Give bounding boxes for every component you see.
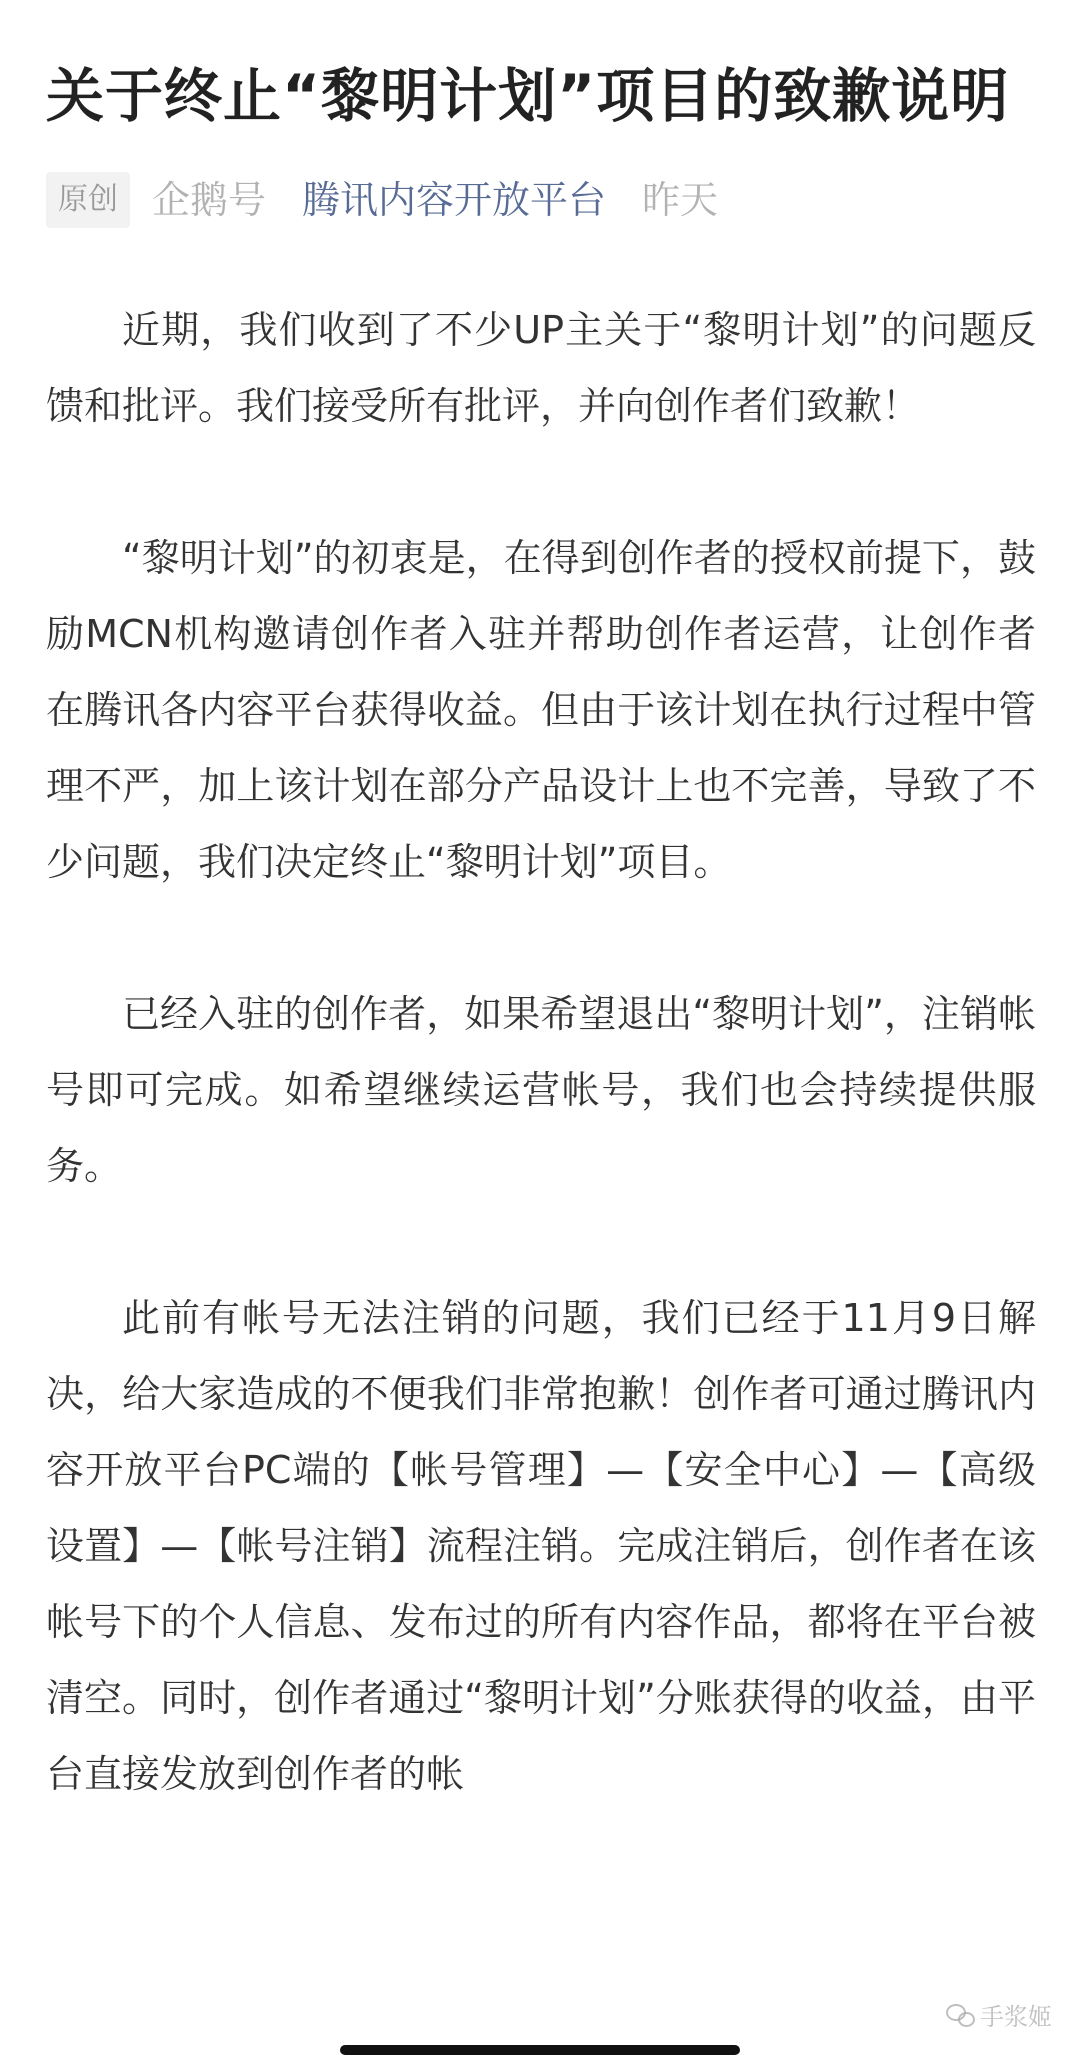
original-badge: 原创 bbox=[46, 172, 130, 228]
publish-time: 昨天 bbox=[642, 178, 719, 222]
wechat-icon bbox=[946, 2004, 974, 2026]
watermark-text: 手浆姬 bbox=[980, 2003, 1052, 2031]
article-title: 关于终止“黎明计划”项目的致歉说明 bbox=[46, 62, 1010, 130]
account-type-label: 企鹅号 bbox=[152, 178, 267, 222]
paragraph-4: 此前有帐号无法注销的问题，我们已经于11月9日解决，给大家造成的不便我们非常抱歉！创作者可通过腾讯内容开放平台PC端的【帐号管理】—【安全中心】—【高级设置】—【帐号注销】流程注销。完成注销后，创作者在该帐号下的个人信息、发布过的所有内容作品，都将在平台被清空。同时，创作者通过“黎明计划”分账获得的收益，由平台直接发放到创作者的帐 bbox=[46, 1296, 1036, 1796]
author-link[interactable]: 腾讯内容开放平台 bbox=[302, 178, 607, 222]
article-meta bbox=[46, 172, 1036, 228]
paragraph-1: 近期，我们收到了不少UP主关于“黎明计划”的问题反馈和批评。我们接受所有批评，并向创作者们致歉！ bbox=[46, 308, 1036, 428]
paragraph-3: 已经入驻的创作者，如果希望退出“黎明计划”，注销帐号即可完成。如希望继续运营帐号，我们也会持续提供服务。 bbox=[46, 992, 1036, 1188]
article-content bbox=[46, 292, 1036, 1812]
home-indicator[interactable] bbox=[340, 2045, 740, 2055]
watermark bbox=[946, 1997, 1052, 2032]
paragraph-2: “黎明计划”的初衷是，在得到创作者的授权前提下，鼓励MCN机构邀请创作者入驻并帮助创作者运营，让创作者在腾讯各内容平台获得收益。但由于该计划在执行过程中管理不严，加上该计划在部分产品设计上也不完善，导致了不少问题，我们决定终止“黎明计划”项目。 bbox=[46, 536, 1036, 884]
article bbox=[46, 56, 1036, 1888]
